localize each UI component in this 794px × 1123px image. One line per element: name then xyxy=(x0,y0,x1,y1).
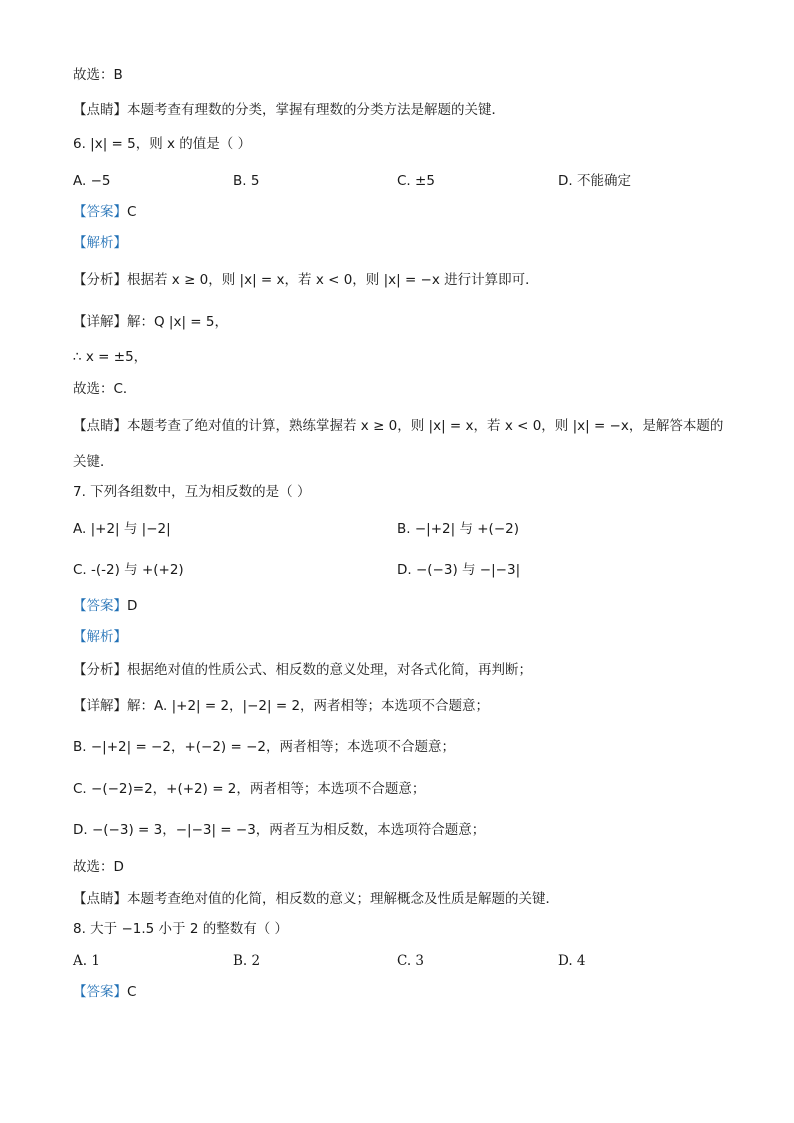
answer-tag: 【答案】 xyxy=(73,598,127,614)
q8-option-b: B. 2 xyxy=(233,953,261,969)
analysis-text: 【分析】根据绝对值的性质公式、相反数的意义处理，对各式化简，再判断； xyxy=(73,662,532,678)
comment-line: 【点睛】本题考查了绝对值的计算，熟练掌握若 x ≥ 0，则 |x| = x，若 x < 0，则 |x| = −x，是解答本题的 xyxy=(73,418,724,434)
solution-line: D. −(−3) = 3，−|−3| = −3，两者互为相反数，本选项符合题意； xyxy=(73,822,486,838)
answer-value: D xyxy=(127,598,138,614)
solution-line: B. −|+2| = −2，+(−2) = −2，两者相等；本选项不合题意； xyxy=(73,739,455,755)
analysis-tag: 【解析】 xyxy=(73,629,127,645)
answer-choice-line: 故选：C． xyxy=(73,381,137,397)
answer-choice-line: 故选：B xyxy=(73,67,123,83)
answer-choice-line: 故选：D xyxy=(73,859,124,875)
answer-tag: 【答案】 xyxy=(73,984,127,1000)
q6-option-c: C. ±5 xyxy=(397,173,435,189)
q7-option-a: A. |+2| 与 |−2| xyxy=(73,521,171,537)
answer-line xyxy=(73,203,136,221)
solution-line: C. −(−2)=2，+(+2) = 2，两者相等；本选项不合题意； xyxy=(73,781,426,797)
answer-line xyxy=(73,597,137,615)
q6-option-b: B. 5 xyxy=(233,173,260,189)
answer-value: C xyxy=(127,204,137,220)
comment-line: 【点睛】本题考查绝对值的化简，相反数的意义；理解概念及性质是解题的关键． xyxy=(73,891,559,907)
question-7-stem: 7. 下列各组数中，互为相反数的是（ ） xyxy=(73,484,311,500)
q7-option-b: B. −|+2| 与 +(−2) xyxy=(397,521,519,537)
q6-option-a: A. −5 xyxy=(73,173,111,189)
solution-line: ∴ x = ±5， xyxy=(73,349,148,365)
answer-tag: 【答案】 xyxy=(73,204,127,220)
solution-line: 【详解】解：Q |x| = 5， xyxy=(73,314,228,330)
q6-option-d: D. 不能确定 xyxy=(558,173,631,189)
analysis-tag: 【解析】 xyxy=(73,235,127,251)
q8-option-a: A. 1 xyxy=(73,953,100,969)
question-8-stem: 8. 大于 −1.5 小于 2 的整数有（ ） xyxy=(73,921,288,937)
answer-line xyxy=(73,983,136,1001)
comment-line: 【点睛】本题考查有理数的分类，掌握有理数的分类方法是解题的关键． xyxy=(73,102,505,118)
analysis-line xyxy=(73,628,127,646)
q8-option-c: C. 3 xyxy=(397,953,425,969)
q7-option-d: D. −(−3) 与 −|−3| xyxy=(397,562,521,578)
analysis-line xyxy=(73,234,127,252)
solution-line: 【详解】解：A. |+2| = 2，|−2| = 2，两者相等；本选项不合题意； xyxy=(73,698,490,714)
q7-option-c: C. -(-2) 与 +(+2) xyxy=(73,562,184,578)
comment-line: 关键． xyxy=(73,454,114,470)
q8-option-d: D. 4 xyxy=(558,953,586,969)
answer-value: C xyxy=(127,984,137,1000)
analysis-text: 【分析】根据若 x ≥ 0，则 |x| = x，若 x < 0，则 |x| = −x 进行计算即可． xyxy=(73,272,539,288)
question-6-stem: 6. |x| = 5，则 x 的值是（ ） xyxy=(73,136,252,152)
